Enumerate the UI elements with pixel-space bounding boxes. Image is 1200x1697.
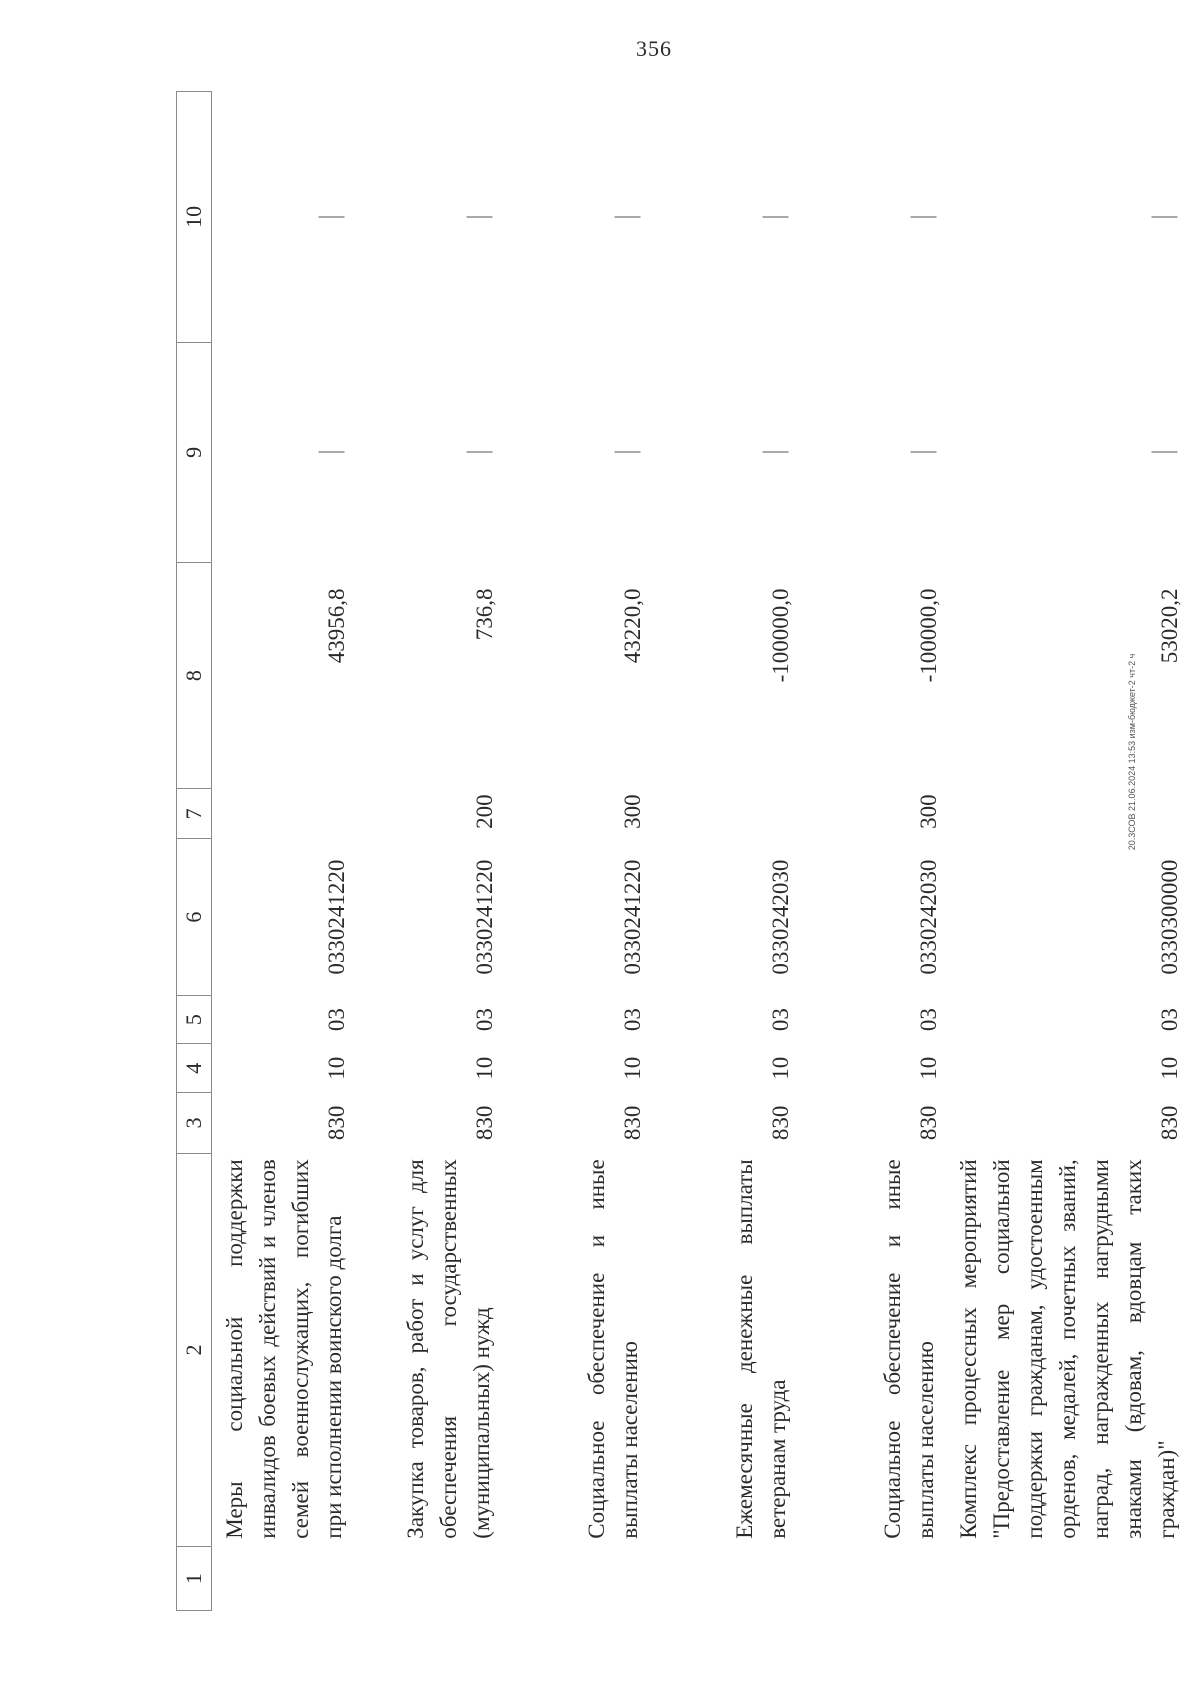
budget-table (176, 91, 1193, 1611)
dash-mark (1151, 452, 1177, 453)
dash-mark (614, 452, 640, 453)
cell-col9 (804, 342, 952, 562)
col-header-1: 1 (177, 1547, 212, 1611)
dash-mark (762, 216, 788, 217)
cell-col5: 03 (767, 1008, 793, 1032)
cell-col3: 830 (323, 1105, 349, 1141)
col-header-10: 10 (177, 92, 212, 343)
cell-col10 (656, 92, 804, 343)
cell-description: Социальное обеспечение и иные выплаты населению (879, 1159, 938, 1539)
cell-col6: 0330241220 (619, 859, 645, 975)
cell-col10 (212, 92, 360, 343)
dash-mark (318, 216, 344, 217)
header-row (177, 92, 212, 1611)
cell-col5: 03 (915, 1008, 941, 1032)
cell-col7: 300 (915, 794, 941, 829)
table-row (212, 92, 360, 1611)
cell-col6: 0330241220 (471, 859, 497, 975)
cell-col10 (508, 92, 656, 343)
dash-mark (318, 452, 344, 453)
cell-col10 (804, 92, 952, 343)
cell-col4: 10 (619, 1056, 645, 1080)
cell-col10 (360, 92, 508, 343)
col-header-8: 8 (177, 562, 212, 788)
cell-col1 (952, 1547, 1193, 1611)
cell-col6: 0330242030 (767, 859, 793, 975)
col-header-2: 2 (177, 1153, 212, 1546)
cell-col1 (656, 1547, 804, 1611)
cell-description: Меры социальной поддержки инвалидов боевых действий и членов семей военнослужащих, погибших при исполнении воинского долга (221, 1159, 346, 1539)
cell-col9 (508, 342, 656, 562)
dash-mark (762, 452, 788, 453)
cell-col8: -100000,0 (915, 588, 941, 683)
cell-col8: 736,8 (471, 588, 497, 641)
table-row (656, 92, 804, 1611)
dash-mark (910, 216, 936, 217)
cell-col10 (952, 92, 1193, 343)
dash-mark (466, 452, 492, 453)
cell-col9 (952, 342, 1193, 562)
cell-col7: 200 (471, 794, 497, 829)
cell-col9 (656, 342, 804, 562)
cell-col7: 300 (619, 794, 645, 829)
page-number: 356 (636, 36, 672, 61)
cell-col4: 10 (471, 1056, 497, 1080)
dash-mark (1151, 216, 1177, 217)
cell-col4: 10 (323, 1056, 349, 1080)
cell-col9 (360, 342, 508, 562)
cell-col6: 0330300000 (1156, 859, 1182, 975)
cell-col7 (952, 789, 1193, 839)
dash-mark (910, 452, 936, 453)
cell-col5: 03 (471, 1008, 497, 1032)
cell-col8: -100000,0 (767, 588, 793, 683)
cell-col1 (212, 1547, 360, 1611)
table-row (360, 92, 508, 1611)
col-header-4: 4 (177, 1044, 212, 1093)
col-header-7: 7 (177, 789, 212, 839)
cell-col3: 830 (619, 1105, 645, 1141)
col-header-5: 5 (177, 995, 212, 1044)
col-header-9: 9 (177, 342, 212, 562)
cell-col6: 0330242030 (915, 859, 941, 975)
cell-col5: 03 (323, 1008, 349, 1032)
cell-col9 (212, 342, 360, 562)
cell-col7 (212, 789, 360, 839)
cell-col1 (804, 1547, 952, 1611)
dash-mark (466, 216, 492, 217)
cell-col4: 10 (767, 1056, 793, 1080)
col-header-3: 3 (177, 1093, 212, 1154)
cell-col3: 830 (767, 1105, 793, 1141)
cell-col3: 830 (915, 1105, 941, 1141)
cell-col8: 43220,0 (619, 588, 645, 664)
cell-col5: 03 (619, 1008, 645, 1032)
footer-stamp: 20.3СОВ 21.06.2024 13:53 изм-бюджет-2 чт-2 ч (1127, 653, 1137, 851)
dash-mark (614, 216, 640, 217)
cell-col3: 830 (471, 1105, 497, 1141)
cell-col6: 0330241220 (323, 859, 349, 975)
cell-description: Социальное обеспечение и иные выплаты населению (583, 1159, 642, 1539)
cell-col3: 830 (1156, 1105, 1182, 1141)
cell-col8: 43956,8 (323, 588, 349, 664)
cell-description: Ежемесячные денежные выплаты ветеранам труда (731, 1159, 790, 1539)
cell-description: Комплекс процессных мероприятий "Предоставление мер социальной поддержки гражданам, удостоенным орденов, медалей, почетных званий, наград, награжденных нагрудными знаками (вдовам, вдовцам таких граждан)" (955, 1159, 1179, 1539)
cell-col1 (360, 1547, 508, 1611)
table-row (804, 92, 952, 1611)
table-row (952, 92, 1193, 1611)
col-header-6: 6 (177, 839, 212, 995)
cell-col5: 03 (1156, 1008, 1182, 1032)
cell-col1 (508, 1547, 656, 1611)
cell-description: Закупка товаров, работ и услуг для обеспечения государственных (муниципальных) нужд (402, 1159, 494, 1539)
cell-col7 (656, 789, 804, 839)
table-row (508, 92, 656, 1611)
cell-col4: 10 (915, 1056, 941, 1080)
cell-col8: 53020,2 (1156, 588, 1182, 664)
cell-col4: 10 (1156, 1056, 1182, 1080)
